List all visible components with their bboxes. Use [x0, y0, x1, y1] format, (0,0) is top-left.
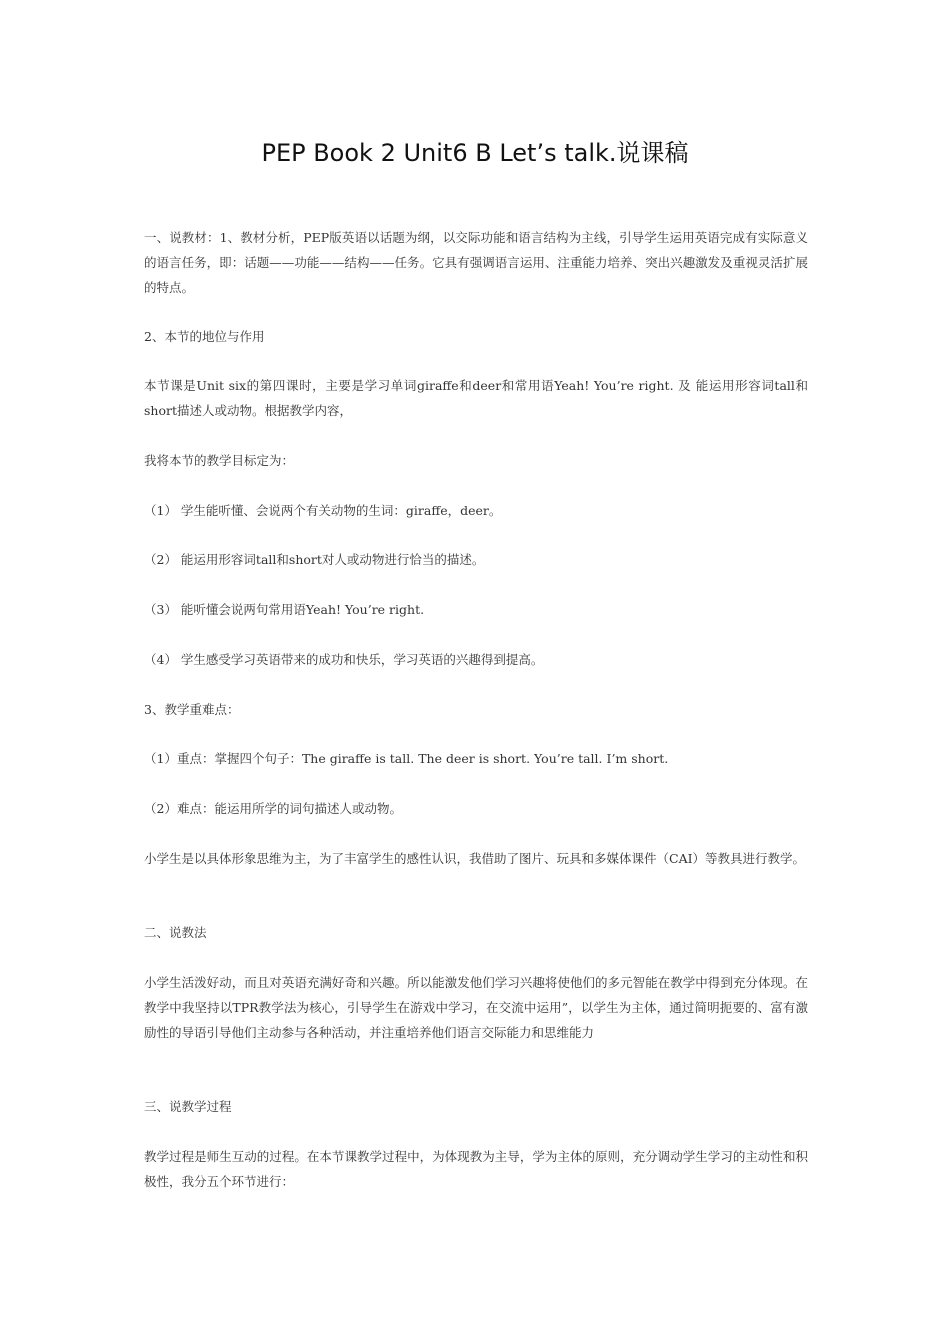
- paragraph-textbook-analysis: 一、说教材：1、教材分析，PEP版英语以话题为纲，以交际功能和语言结构为主线，引导学生运用英语完成有实际意义的语言任务，即：话题——功能——结构——任务。它具有强调语言运用、注重能力培养、突出兴趣激发及重视灵活扩展的特点。: [144, 230, 808, 295]
- paragraph-objectives-intro: 我将本节的教学目标定为：: [144, 453, 295, 468]
- paragraph-teaching-method: 小学生活泼好动，而且对英语充满好奇和兴趣。所以能激发他们学习兴趣将使他们的多元智能在教学中得到充分体现。在教学中我坚持以TPR教学法为核心，引导学生在游戏中学习，在交流中运用”，以学生为主体，通过简明扼要的、富有激励性的导语引导他们主动参与各种活动，并注重培养他们语言交际能力和思维能力: [144, 975, 808, 1040]
- paragraph-method-heading: 二、说教法: [144, 925, 207, 940]
- document-title: PEP Book 2 Unit6 B Let’s talk.说课稿: [261, 139, 689, 167]
- list-item-objective-3: （3） 能听懂会说两句常用语Yeah! You’re right.: [144, 602, 425, 617]
- paragraph-teaching-aids: 小学生是以具体形象思维为主，为了丰富学生的感性认识，我借助了图片、玩具和多媒体课件（CAI）等教具进行教学。: [144, 851, 806, 866]
- list-item-key-point: （1）重点：掌握四个句子：The giraffe is tall. The deer is short. You’re tall. I’m short.: [144, 751, 669, 766]
- paragraph-section-role-heading: 2、本节的地位与作用: [144, 329, 265, 344]
- paragraph-process-heading: 三、说教学过程: [144, 1099, 232, 1114]
- paragraph-key-points-heading: 3、教学重难点：: [144, 702, 240, 717]
- paragraph-teaching-process: 教学过程是师生互动的过程。在本节课教学过程中，为体现教为主导，学为主体的原则，充分调动学生学习的主动性和积极性，我分五个环节进行：: [144, 1149, 808, 1189]
- list-item-objective-2: （2） 能运用形容词tall和short对人或动物进行恰当的描述。: [144, 552, 485, 567]
- paragraph-lesson-position: 本节课是Unit six的第四课时，主要是学习单词giraffe和deer和常用语Yeah! You’re right. 及 能运用形容词tall和short描述人或动物。根据教学内容，: [144, 378, 808, 418]
- list-item-objective-4: （4） 学生感受学习英语带来的成功和快乐，学习英语的兴趣得到提高。: [144, 652, 544, 667]
- list-item-objective-1: （1） 学生能听懂、会说两个有关动物的生词：giraffe，deer。: [144, 503, 502, 518]
- list-item-difficulty: （2）难点：能运用所学的词句描述人或动物。: [144, 801, 402, 816]
